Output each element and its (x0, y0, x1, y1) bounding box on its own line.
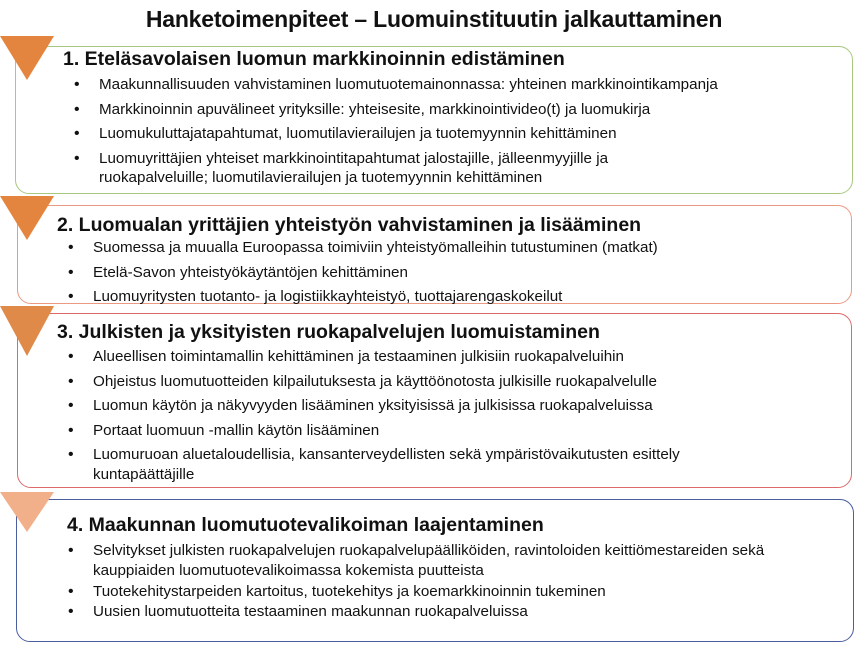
section-4-triangle-shape (0, 492, 54, 532)
section-1-triangle-marker (0, 36, 54, 80)
section-4-triangle-marker (0, 492, 54, 532)
section-1-heading: 1. Eteläsavolaisen luomun markkinoinnin edistäminen (63, 48, 565, 70)
section-1-item-4: • Luomuyrittäjien yhteiset markkinointitapahtumat jalostajille, jälleenmyyjille ja ruokapalveluille; luomutilavierailujen ja tuotemyynnin kehittäminen (70, 149, 845, 188)
section-3-heading: 3. Julkisten ja yksityisten ruokapalvelujen luomuistaminen (57, 321, 600, 343)
section-4-item-1: • Selvitykset julkisten ruokapalvelujen ruokapalvelupäälliköiden, ravintoloiden keittiömestareiden sekä kauppiaiden luomutuotevalikoimassa kokemista puutteista (64, 541, 844, 580)
page-title: Hanketoimenpiteet – Luomuinstituutin jalkauttaminen (145, 6, 723, 32)
section-3-item-2: • Ohjeistus luomutuotteiden kilpailutuksesta ja käyttöönotosta julkisille ruokapalvelulle (64, 372, 844, 392)
section-4-item-2: • Tuotekehitystarpeiden kartoitus, tuotekehitys ja koemarkkinoinnin tukeminen (64, 582, 844, 602)
section-2-list (64, 238, 844, 312)
section-1-item-1: • Maakunnallisuuden vahvistaminen luomutuotemainonnassa: yhteinen markkinointikampanja (70, 75, 845, 95)
section-3-triangle-marker (0, 306, 54, 356)
section-3-item-3: • Luomun käytön ja näkyvyyden lisääminen yksityisissä ja julkisissa ruokapalveluissa (64, 396, 844, 416)
section-2-heading: 2. Luomualan yrittäjien yhteistyön vahvistaminen ja lisääminen (57, 214, 642, 236)
section-3-item-5: • Luomuruoan aluetaloudellisia, kansanterveydellisten sekä ympäristövaikutusten esittely kuntapäättäjille (64, 445, 844, 484)
section-4-item-3: • Uusien luomutuotteita testaaminen maakunnan ruokapalveluissa (64, 602, 844, 622)
section-2-triangle-marker (0, 196, 54, 240)
section-2-item-3: • Luomuyritysten tuotanto- ja logistiikkayhteistyö, tuottajarengaskokeilut (64, 287, 844, 307)
section-2-triangle-shape (0, 196, 54, 240)
section-1-item-3: • Luomukuluttajatapahtumat, luomutilavierailujen ja tuotemyynnin kehittäminen (70, 124, 845, 144)
section-1-triangle-shape (0, 36, 54, 80)
section-1-item-2: • Markkinoinnin apuvälineet yrityksille: yhteisesite, markkinointivideo(t) ja luomukirja (70, 100, 845, 120)
section-3-item-1: • Alueellisen toimintamallin kehittäminen ja testaaminen julkisiin ruokapalveluihin (64, 347, 844, 367)
section-3-item-4: • Portaat luomuun -mallin käytön lisääminen (64, 421, 844, 441)
section-4-heading: 4. Maakunnan luomutuotevalikoiman laajentaminen (67, 514, 544, 536)
section-3-list (64, 347, 844, 489)
section-2-item-1: • Suomessa ja muualla Euroopassa toimiviin yhteistyömalleihin tutustuminen (matkat) (64, 238, 844, 258)
section-4-list (64, 541, 844, 626)
section-2-item-2: • Etelä-Savon yhteistyökäytäntöjen kehittäminen (64, 263, 844, 283)
section-1-list (70, 75, 845, 193)
section-3-triangle-shape (0, 306, 54, 356)
